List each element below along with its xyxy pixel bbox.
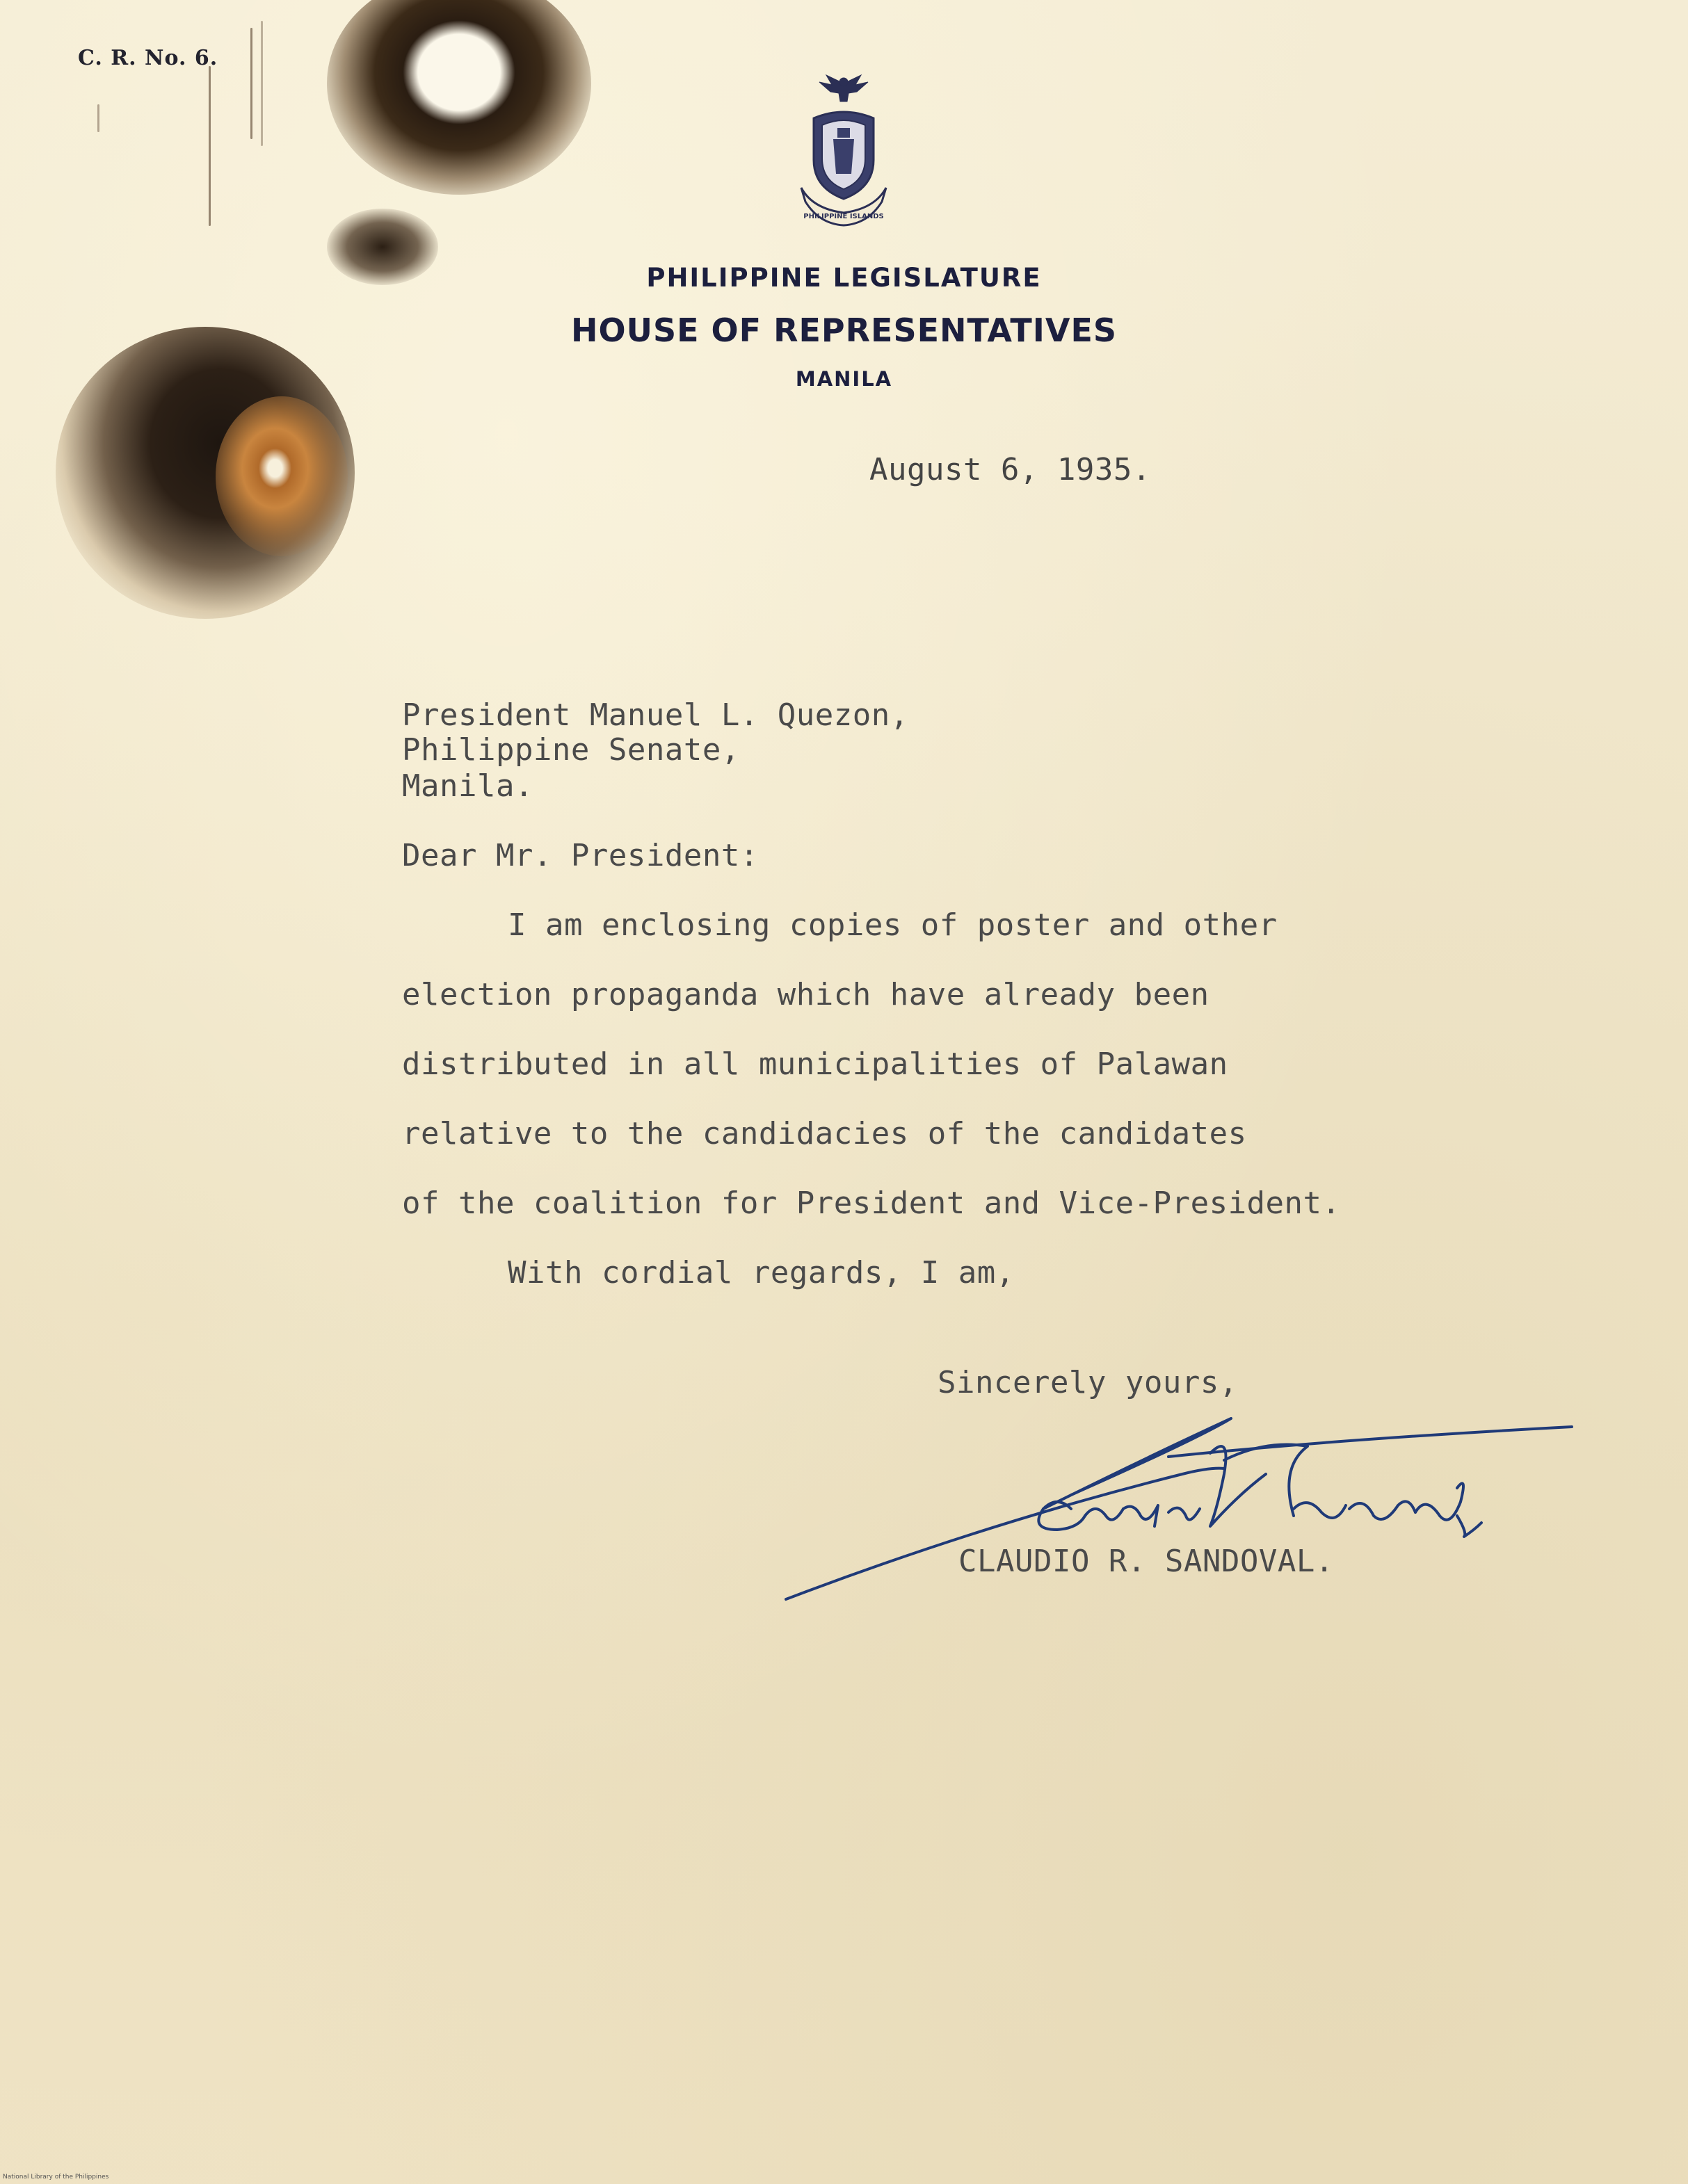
addressee-line: Manila. — [402, 768, 533, 804]
addressee-line: President Manuel L. Quezon, — [402, 697, 909, 733]
stain-streak — [261, 21, 263, 146]
burn-mark-left-center — [216, 396, 348, 556]
document-reference: C. R. No. 6. — [78, 46, 218, 70]
letterhead-legislature: PHILIPPINE LEGISLATURE — [646, 263, 1042, 293]
stain-streak — [209, 66, 211, 226]
letterhead-house: HOUSE OF REPRESENTATIVES — [571, 312, 1117, 349]
body-line: I am enclosing copies of poster and other — [508, 907, 1278, 943]
body-line: election propaganda which have already been — [402, 977, 1209, 1012]
seal-icon — [798, 70, 889, 229]
letter-date: August 6, 1935. — [869, 452, 1151, 487]
burn-mark-top — [327, 0, 591, 195]
letterhead-city: MANILA — [795, 367, 893, 391]
closing-line: With cordial regards, I am, — [508, 1255, 1015, 1291]
addressee-line: Philippine Senate, — [402, 732, 740, 768]
body-line: of the coalition for President and Vice-President. — [402, 1186, 1341, 1221]
body-line: distributed in all municipalities of Palawan — [402, 1046, 1228, 1082]
salutation: Dear Mr. President: — [402, 838, 759, 873]
seal-ribbon-text: PHILIPPINE ISLANDS — [803, 213, 884, 220]
body-line: relative to the candidacies of the candidates — [402, 1116, 1247, 1151]
archive-footer: National Library of the Philippines — [3, 2174, 109, 2181]
stain-streak — [97, 104, 99, 132]
stain-streak — [250, 28, 252, 139]
signer-name: CLAUDIO R. SANDOVAL. — [958, 1544, 1334, 1579]
complimentary-close: Sincerely yours, — [938, 1365, 1238, 1400]
handwritten-signature — [779, 1391, 1586, 1613]
